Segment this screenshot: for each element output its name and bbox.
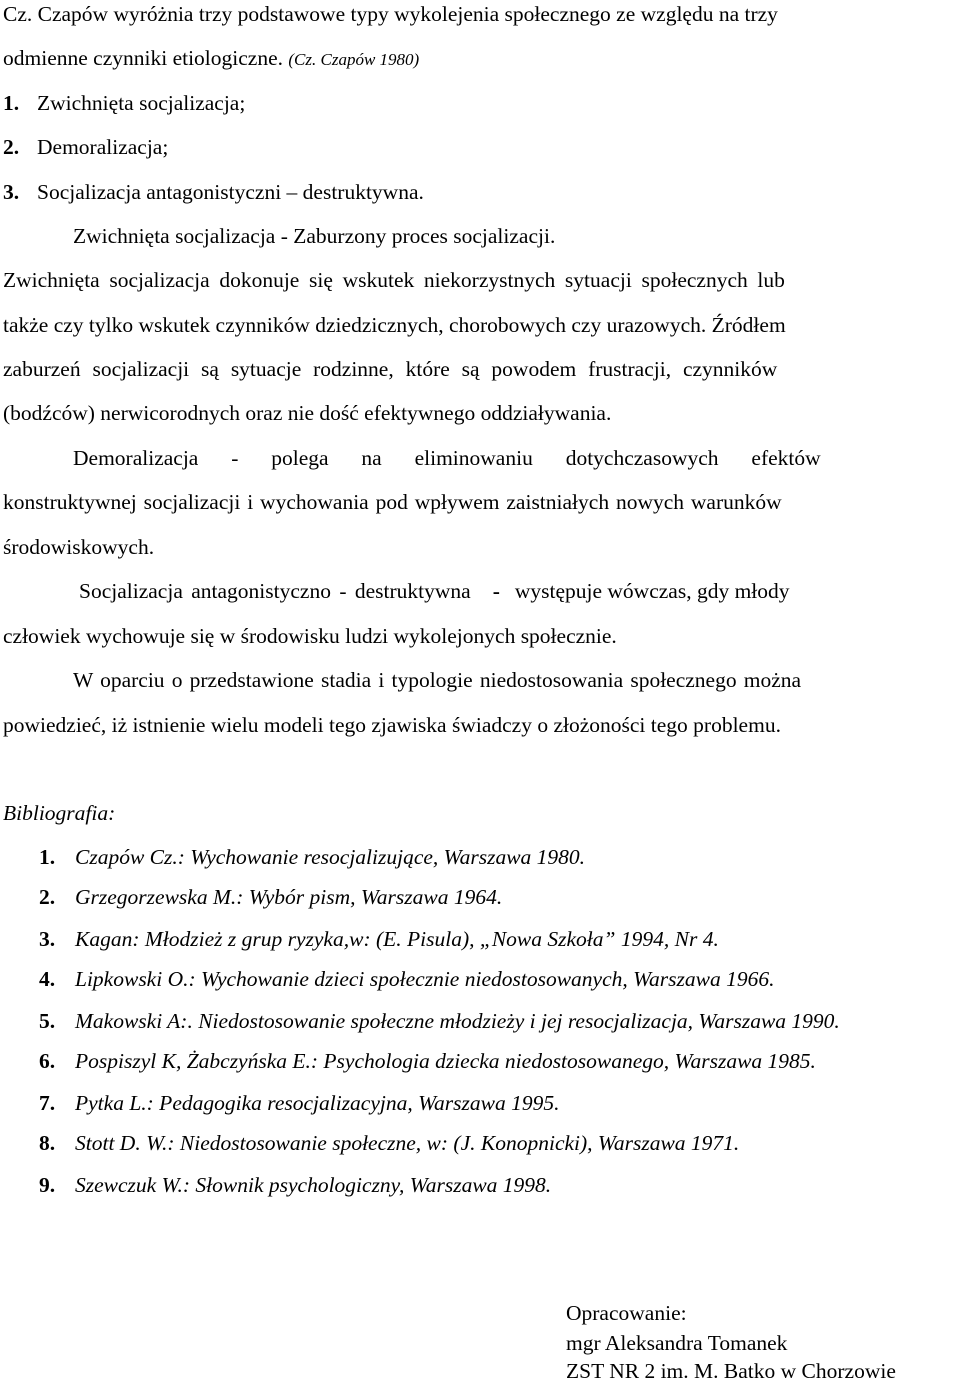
- type-number: 2.: [3, 135, 20, 159]
- paragraph-1-line-2: także czy tylko wskutek czynników dziedzicznych, chorobowych czy urazowych. Źródłem: [3, 313, 786, 337]
- type-label: Zwichnięta socjalizacja;: [37, 91, 246, 115]
- paragraph-2-line-3: środowiskowych.: [3, 535, 155, 559]
- paragraph-2-line-1: Demoralizacja - polega na eliminowaniu dotychczasowych efektów: [73, 446, 821, 470]
- section-definition: występuje wówczas, gdy młody: [514, 579, 790, 603]
- bib-text: Grzegorzewska M.: Wybór pism, Warszawa 1964.: [75, 885, 503, 909]
- section-heading-zwichnieta: Zwichnięta socjalizacja - Zaburzony proces socjalizacji.: [73, 224, 556, 248]
- bibliography-item: [39, 1093, 560, 1115]
- bib-text: Pospiszyl K, Żabczyńska E.: Psychologia dziecka niedostosowanego, Warszawa 1985.: [75, 1049, 816, 1073]
- bibliography-item: [39, 847, 585, 869]
- intro-text: odmienne czynniki etiologiczne.: [3, 46, 284, 70]
- paragraph-4-line-2: powiedzieć, iż istnienie wielu modeli tego zjawiska świadczy o złożoności tego problemu.: [3, 713, 781, 737]
- bib-text: Kagan: Młodzież z grup ryzyka,w: (E. Pisula), „Nowa Szkoła” 1994, Nr 4.: [75, 927, 719, 951]
- type-label: Demoralizacja;: [37, 135, 169, 159]
- bib-number: 2.: [39, 885, 56, 909]
- bibliography-item: [39, 1051, 816, 1073]
- paragraph-3-line-2: człowiek wychowuje się w środowisku ludzi wykolejonych społecznie.: [3, 624, 617, 648]
- signature-school: ZST NR 2 im. M. Batko w Chorzowie: [566, 1359, 896, 1383]
- bib-text: Stott D. W.: Niedostosowanie społeczne, w: (J. Konopnicki), Warszawa 1971.: [75, 1131, 740, 1155]
- dash: -: [492, 579, 500, 603]
- type-item-2: [3, 137, 168, 159]
- paragraph-2-line-2: konstruktywnej socjalizacji i wychowania pod wpływem zaistniałych nowych warunków: [3, 490, 782, 514]
- bib-text: Pytka L.: Pedagogika resocjalizacyjna, Warszawa 1995.: [75, 1091, 560, 1115]
- bib-number: 4.: [39, 967, 56, 991]
- bib-number: 9.: [39, 1173, 56, 1197]
- intro-line-1: Cz. Czapów wyróżnia trzy podstawowe typy wykolejenia społecznego ze względu na trzy: [3, 2, 778, 26]
- bibliography-item: [39, 1175, 551, 1197]
- intro-line-2: [3, 48, 419, 70]
- text-line: Zwichnięta socjalizacja dokonuje się wskutek niekorzystnych sytuacji społecznych lub: [3, 268, 785, 292]
- paragraph-1-line-1: [3, 270, 957, 292]
- section-term: Socjalizacja antagonistyczno - destruktywna: [79, 579, 471, 603]
- bibliography-item: [39, 1011, 840, 1033]
- bib-number: 3.: [39, 927, 56, 951]
- paragraph-1-line-3: zaburzeń socjalizacji są sytuacje rodzinne, które są powodem frustracji, czynników: [3, 357, 778, 381]
- intro-citation: (Cz. Czapów 1980): [288, 50, 420, 69]
- bib-text: Czapów Cz.: Wychowanie resocjalizujące, Warszawa 1980.: [75, 845, 586, 869]
- bibliography-item: [39, 1133, 739, 1155]
- bib-number: 8.: [39, 1131, 56, 1155]
- type-item-1: [3, 93, 245, 115]
- type-number: 1.: [3, 91, 20, 115]
- signature-author: mgr Aleksandra Tomanek: [566, 1331, 788, 1355]
- bib-number: 6.: [39, 1049, 56, 1073]
- bib-number: 1.: [39, 845, 56, 869]
- bib-number: 7.: [39, 1091, 56, 1115]
- bib-number: 5.: [39, 1009, 56, 1033]
- type-item-3: [3, 182, 424, 204]
- paragraph-3-line-1: [79, 581, 790, 603]
- bibliography-item: [39, 887, 502, 909]
- bibliography-heading: Bibliografia:: [3, 801, 116, 825]
- type-label: Socjalizacja antagonistyczni – destruktywna.: [37, 180, 424, 204]
- paragraph-4-line-1: W oparciu o przedstawione stadia i typologie niedostosowania społecznego można: [73, 668, 802, 692]
- paragraph-1-line-4: (bodźców) nerwicorodnych oraz nie dość efektywnego oddziaływania.: [3, 401, 612, 425]
- bib-text: Lipkowski O.: Wychowanie dzieci społecznie niedostosowanych, Warszawa 1966.: [75, 967, 775, 991]
- bib-text: Makowski A:. Niedostosowanie społeczne młodzieży i jej resocjalizacja, Warszawa 1990.: [75, 1009, 840, 1033]
- signature-label: Opracowanie:: [566, 1301, 687, 1325]
- bibliography-item: [39, 929, 719, 951]
- bib-text: Szewczuk W.: Słownik psychologiczny, Warszawa 1998.: [75, 1173, 552, 1197]
- bibliography-item: [39, 969, 775, 991]
- type-number: 3.: [3, 180, 20, 204]
